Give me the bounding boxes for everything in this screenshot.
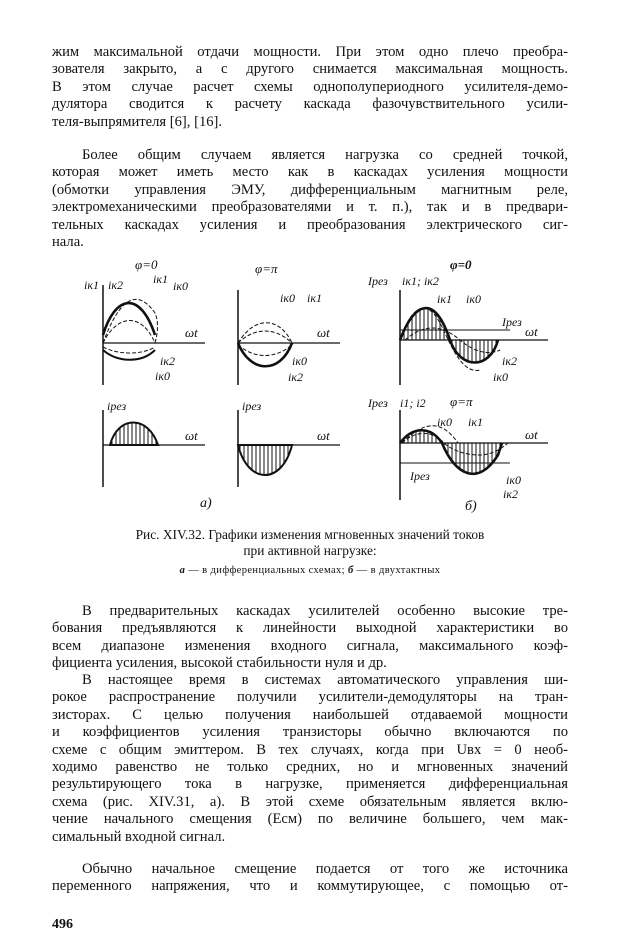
ik1-label: iк1 xyxy=(468,415,483,429)
ik0-label: iк0 xyxy=(173,279,188,293)
ik1-curve xyxy=(238,323,292,343)
caption-key-b: б xyxy=(348,565,354,576)
text-line: Более общим случаем является нагрузка со средней точкой, xyxy=(82,147,568,163)
phi-zero-label: φ=0 xyxy=(135,257,158,272)
text-line: В настоящее время в системах автоматического управления ши- xyxy=(82,672,568,688)
wt-label: ωt xyxy=(317,325,330,340)
text-line: рокое распространение получили усилители-демодуляторы на тран- xyxy=(52,689,568,706)
ik1-label: iк1 xyxy=(153,272,168,286)
ik1-ik2-label: iк1; iк2 xyxy=(402,274,439,288)
ik0-label: iк0 xyxy=(280,291,295,305)
i1-i2-label: i1; i2 xyxy=(400,396,426,410)
ik2-label: iк2 xyxy=(108,278,123,292)
ik2-lower-curve xyxy=(103,350,155,360)
graph-b-phipi xyxy=(367,394,548,501)
text-line: тельных каскадах усиления и преобразования электрического сиг- xyxy=(52,216,568,233)
text-line: зователя закрыто, а с другого снимается максимальная мощность. xyxy=(52,61,568,78)
text-line: схема (рис. XIV.31, а). В этой схеме обязательным является вклю- xyxy=(52,793,568,810)
ik0-lower-label: iк0 xyxy=(493,370,508,384)
text-line: и коэффициентов усиления транзисторы обычно включаются по xyxy=(52,724,568,741)
phi-pi-label: φ=π xyxy=(255,261,278,276)
text-line: электромеханическими преобразователями и т. п.), так и в предвари- xyxy=(52,199,568,216)
paragraph-midpoint-load xyxy=(52,147,568,251)
ik0-lower-curve xyxy=(238,345,292,356)
ik1-label: iк1 xyxy=(307,291,322,305)
ik2-lower-label: iк2 xyxy=(503,487,518,501)
text-line: симальный входной сигнал. xyxy=(52,828,226,845)
ires-label: iрез xyxy=(242,399,262,413)
graph-a-ires-phi0 xyxy=(103,399,205,487)
ik0-lower-label: iк0 xyxy=(155,369,170,383)
paragraph-preamp-requirements xyxy=(52,603,568,673)
wt-label: ωt xyxy=(185,325,198,340)
graph-a-phi0 xyxy=(84,257,205,385)
text-line: нала. xyxy=(52,234,84,251)
paragraph-transistor-demodulators xyxy=(52,672,568,846)
paragraph-bias-source xyxy=(52,861,568,896)
text-line: результирующего тока в нагрузке, применяется дифференциальная xyxy=(52,776,568,793)
wt-label: ωt xyxy=(185,428,198,443)
paragraph-intro xyxy=(52,44,568,131)
panel-a-label: а) xyxy=(200,496,212,511)
ik2-lower-label: iк2 xyxy=(160,354,175,368)
ires-level-label: Iрез xyxy=(502,315,522,329)
ik0-lower-curve xyxy=(103,347,155,353)
page-number: 496 xyxy=(52,917,73,932)
ik2-lower-label: iк2 xyxy=(502,354,517,368)
ik1-label: iк1 xyxy=(437,292,452,306)
panel-b-label: б) xyxy=(465,499,477,514)
phi-zero-label: φ=0 xyxy=(450,257,472,272)
ik0-label: iк0 xyxy=(466,292,481,306)
ik2-curve xyxy=(238,343,292,366)
figure-caption-title: Рис. XIV.32. Графики изменения мгновенных значений токов xyxy=(135,527,485,542)
graph-a-ires-phipi xyxy=(238,399,340,487)
figure-caption-subtitle: при активной нагрузке: xyxy=(243,543,377,558)
caption-key-a: а xyxy=(179,565,186,576)
wt-label: ωt xyxy=(525,427,538,442)
wt-label: ωt xyxy=(317,428,330,443)
current-waveform-figure xyxy=(70,255,550,535)
text-line: переменного напряжения, что и коммутирующее, с помощью от- xyxy=(52,878,568,895)
ik2-lower-label: iк2 xyxy=(288,370,303,384)
ires-negative-area xyxy=(238,445,292,475)
ik0-lower-label: iк0 xyxy=(506,473,521,487)
ik0-label: iк0 xyxy=(437,415,452,429)
text-line: дулятора сводится к расчету каскада фазочувствительного усили- xyxy=(52,96,568,113)
text-line: жим максимальной отдачи мощности. При этом одно плечо преобра- xyxy=(52,44,568,60)
text-line: (обмотки управления ЭМУ, дифференциальным магнитным реле, xyxy=(52,181,568,198)
ires-level-label: Iрез xyxy=(410,469,430,483)
ik1-axis-label: iк1 xyxy=(84,278,99,292)
graph-b-phi0 xyxy=(367,257,548,385)
text-line: бования предъявляются к линейности выходной характеристики во xyxy=(52,620,568,637)
text-line: всем диапазоне изменения входного сигнала, максимального коэф- xyxy=(52,637,568,654)
text-line: Обычно начальное смещение подается от того же источника xyxy=(82,861,568,877)
ires-label: Iрез xyxy=(368,396,388,410)
caption-key-a-text: — в дифференциальных схемах; xyxy=(185,565,349,576)
caption-key-b-text: — в двухтактных xyxy=(353,565,441,576)
ik0-lower-label: iк0 xyxy=(292,354,307,368)
text-line: фициента усиления, высокой стабильности нуля и др. xyxy=(52,655,387,672)
ires-positive-area xyxy=(110,423,158,446)
text-line: зисторах. С целью получения наибольшей отдаваемой мощности xyxy=(52,706,568,723)
text-line: схеме с общим эмиттером. В тех случаях, когда при Uвх = 0 необ- xyxy=(52,741,568,758)
phi-pi-label: φ=π xyxy=(450,394,473,409)
text-line: В предварительных каскадах усилителей особенно высокие тре- xyxy=(82,603,568,619)
text-line: ходимо равенство не только средних, но и мгновенных значений xyxy=(52,759,568,776)
wt-label: ωt xyxy=(525,324,538,339)
graph-a-phipi xyxy=(238,261,340,385)
text-line: теля-выпрямителя [6], [16]. xyxy=(52,113,223,130)
ires-label: iрез xyxy=(107,399,127,413)
figure-caption-legend xyxy=(52,563,568,579)
text-line: В этом случае расчет схемы однополупериодного усилителя-демо- xyxy=(52,78,568,95)
text-line: которая может иметь место как в каскадах усиления мощности xyxy=(52,164,568,181)
ires-label: Iрез xyxy=(368,274,388,288)
text-line: чение начального смещения (Eсм) по величине большего, чем мак- xyxy=(52,811,568,828)
